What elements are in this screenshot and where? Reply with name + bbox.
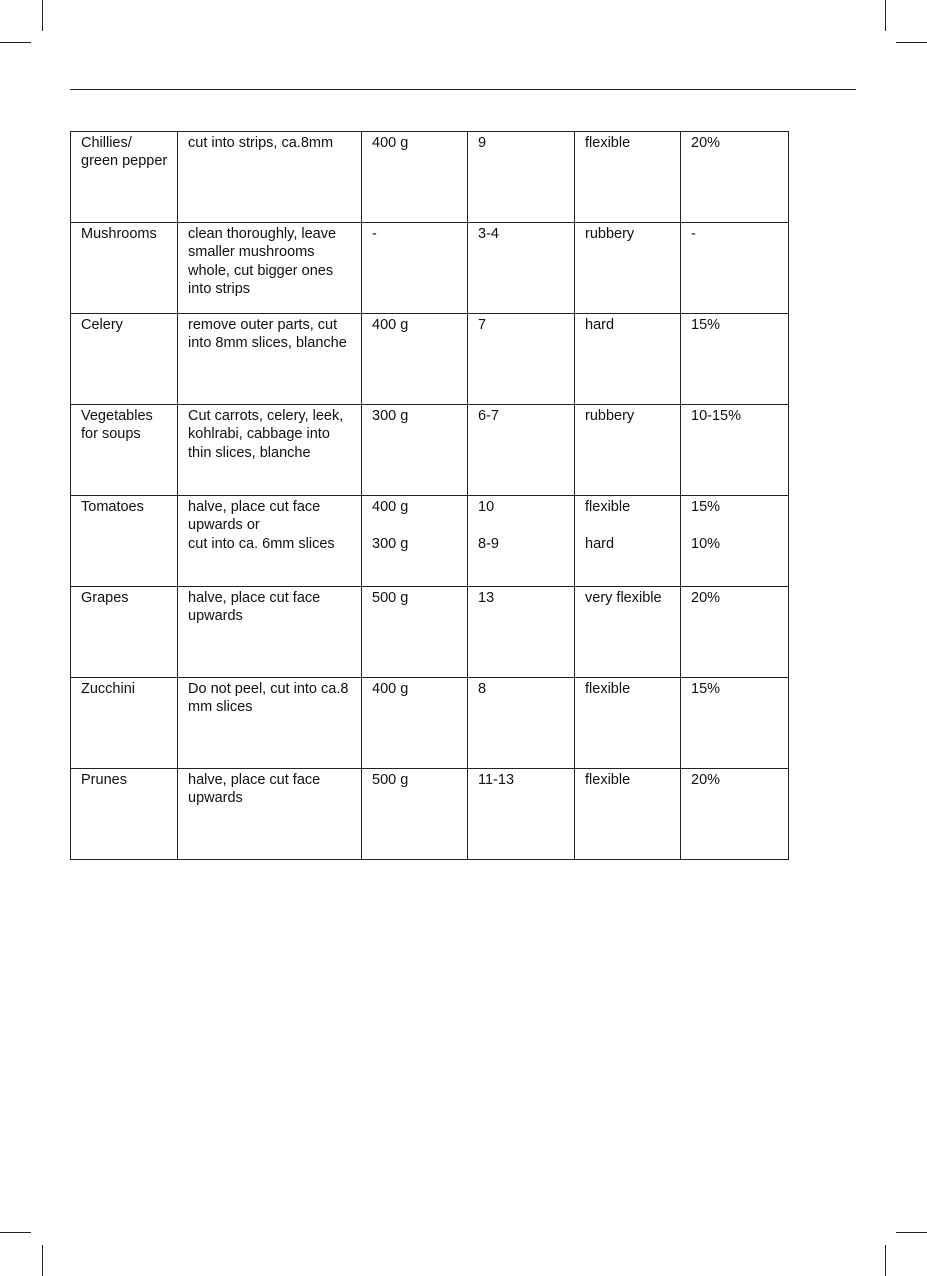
table-row <box>71 769 789 860</box>
preparation-cell <box>178 314 362 405</box>
consistency-text <box>585 516 674 534</box>
consistency-text: flexible <box>585 681 631 697</box>
drying-table <box>70 131 789 860</box>
crop-mark <box>896 42 927 43</box>
residual-moisture-text: 15% <box>691 317 721 333</box>
residual-moisture-cell <box>681 132 789 223</box>
food-text: Prunes <box>81 772 127 788</box>
food-text: Zucchini <box>81 681 135 697</box>
consistency-cell <box>575 587 681 678</box>
preparation-cell <box>178 678 362 769</box>
preparation-cell <box>178 769 362 860</box>
quantity-cell <box>362 314 468 405</box>
quantity-cell <box>362 587 468 678</box>
preparation-cell <box>178 496 362 587</box>
drying-time-text: 10 <box>478 499 495 515</box>
preparation-text: clean thoroughly, leave smaller mushrooms whole, cut bigger ones into strips <box>188 226 337 298</box>
header-rule <box>70 89 856 90</box>
preparation-text: Do not peel, cut into ca.8 mm slices <box>188 681 349 716</box>
residual-moisture-cell <box>681 405 789 496</box>
residual-moisture-cell <box>681 769 789 860</box>
preparation-cell <box>178 223 362 314</box>
quantity-text: 400 g <box>372 499 409 515</box>
preparation-text: cut into ca. 6mm slices <box>188 535 335 552</box>
residual-moisture-cell <box>681 496 789 587</box>
quantity-text: 400 g <box>372 135 409 151</box>
quantity-cell <box>362 769 468 860</box>
quantity-text: 300 g <box>372 408 409 424</box>
food-text: Vegetables for soups <box>81 408 153 443</box>
preparation-text: halve, place cut face upwards <box>188 590 321 625</box>
food-cell <box>71 314 178 405</box>
crop-mark <box>885 0 886 31</box>
consistency-text: flexible <box>585 135 631 151</box>
food-text: Tomatoes <box>81 499 144 515</box>
drying-time-cell <box>468 587 575 678</box>
food-text: Grapes <box>81 590 129 606</box>
consistency-text: hard <box>585 317 615 333</box>
drying-time-text: 7 <box>478 317 487 333</box>
consistency-cell <box>575 405 681 496</box>
consistency-cell <box>575 496 681 587</box>
food-cell <box>71 678 178 769</box>
table-row <box>71 223 789 314</box>
crop-mark <box>885 1245 886 1276</box>
table-body <box>71 132 789 860</box>
table-row <box>71 405 789 496</box>
quantity-text: - <box>372 226 377 242</box>
consistency-text: hard <box>585 535 615 552</box>
preparation-cell <box>178 132 362 223</box>
consistency-text: rubbery <box>585 226 635 242</box>
consistency-text: rubbery <box>585 408 635 424</box>
residual-moisture-text <box>691 516 782 534</box>
table-row <box>71 496 789 587</box>
drying-time-text: 9 <box>478 135 487 151</box>
food-cell <box>71 132 178 223</box>
preparation-text: halve, place cut face upwards <box>188 772 321 807</box>
residual-moisture-text: - <box>691 226 696 242</box>
crop-mark <box>0 1232 31 1233</box>
crop-mark <box>896 1232 927 1233</box>
food-cell <box>71 223 178 314</box>
drying-time-text: 13 <box>478 590 495 606</box>
drying-time-cell <box>468 314 575 405</box>
table-row <box>71 587 789 678</box>
residual-moisture-cell <box>681 314 789 405</box>
quantity-text <box>372 516 461 534</box>
quantity-text: 400 g <box>372 317 409 333</box>
drying-time-text: 11-13 <box>478 772 515 788</box>
residual-moisture-text: 20% <box>691 135 721 151</box>
drying-time-text <box>478 516 568 534</box>
preparation-text: Cut carrots, celery, leek, kohlrabi, cabbage into thin slices, blanche <box>188 408 344 461</box>
drying-time-cell <box>468 769 575 860</box>
quantity-cell <box>362 496 468 587</box>
food-text: Mushrooms <box>81 226 157 242</box>
consistency-cell <box>575 314 681 405</box>
consistency-text: very flexible <box>585 590 662 606</box>
crop-mark <box>42 0 43 31</box>
preparation-cell <box>178 405 362 496</box>
quantity-cell <box>362 132 468 223</box>
preparation-text: halve, place cut face upwards or <box>188 499 321 534</box>
residual-moisture-text: 15% <box>691 499 721 515</box>
consistency-text: flexible <box>585 499 631 515</box>
quantity-cell <box>362 405 468 496</box>
drying-time-text: 8-9 <box>478 535 499 552</box>
food-text: Chillies/ green pepper <box>81 135 168 170</box>
crop-mark <box>42 1245 43 1276</box>
quantity-cell <box>362 223 468 314</box>
table-row <box>71 678 789 769</box>
crop-mark <box>0 42 31 43</box>
food-cell <box>71 405 178 496</box>
residual-moisture-text: 10% <box>691 535 721 552</box>
drying-time-cell <box>468 678 575 769</box>
residual-moisture-text: 20% <box>691 590 721 606</box>
drying-time-cell <box>468 496 575 587</box>
quantity-text: 500 g <box>372 590 409 606</box>
preparation-text: remove outer parts, cut into 8mm slices, blanche <box>188 317 347 352</box>
residual-moisture-text: 10-15% <box>691 408 741 424</box>
consistency-cell <box>575 769 681 860</box>
residual-moisture-cell <box>681 587 789 678</box>
food-cell <box>71 496 178 587</box>
food-cell <box>71 769 178 860</box>
food-cell <box>71 587 178 678</box>
food-text: Celery <box>81 317 123 333</box>
drying-time-cell <box>468 223 575 314</box>
drying-time-cell <box>468 132 575 223</box>
quantity-cell <box>362 678 468 769</box>
table-row <box>71 132 789 223</box>
preparation-text: cut into strips, ca.8mm <box>188 135 334 151</box>
residual-moisture-cell <box>681 678 789 769</box>
consistency-cell <box>575 223 681 314</box>
drying-time-text: 8 <box>478 681 487 697</box>
quantity-text: 300 g <box>372 535 409 552</box>
drying-time-text: 6-7 <box>478 408 499 424</box>
table-row <box>71 314 789 405</box>
residual-moisture-text: 20% <box>691 772 721 788</box>
drying-time-text: 3-4 <box>478 226 499 242</box>
quantity-text: 400 g <box>372 681 409 697</box>
residual-moisture-text: 15% <box>691 681 721 697</box>
drying-time-cell <box>468 405 575 496</box>
consistency-text: flexible <box>585 772 631 788</box>
consistency-cell <box>575 132 681 223</box>
preparation-cell <box>178 587 362 678</box>
residual-moisture-cell <box>681 223 789 314</box>
quantity-text: 500 g <box>372 772 409 788</box>
consistency-cell <box>575 678 681 769</box>
